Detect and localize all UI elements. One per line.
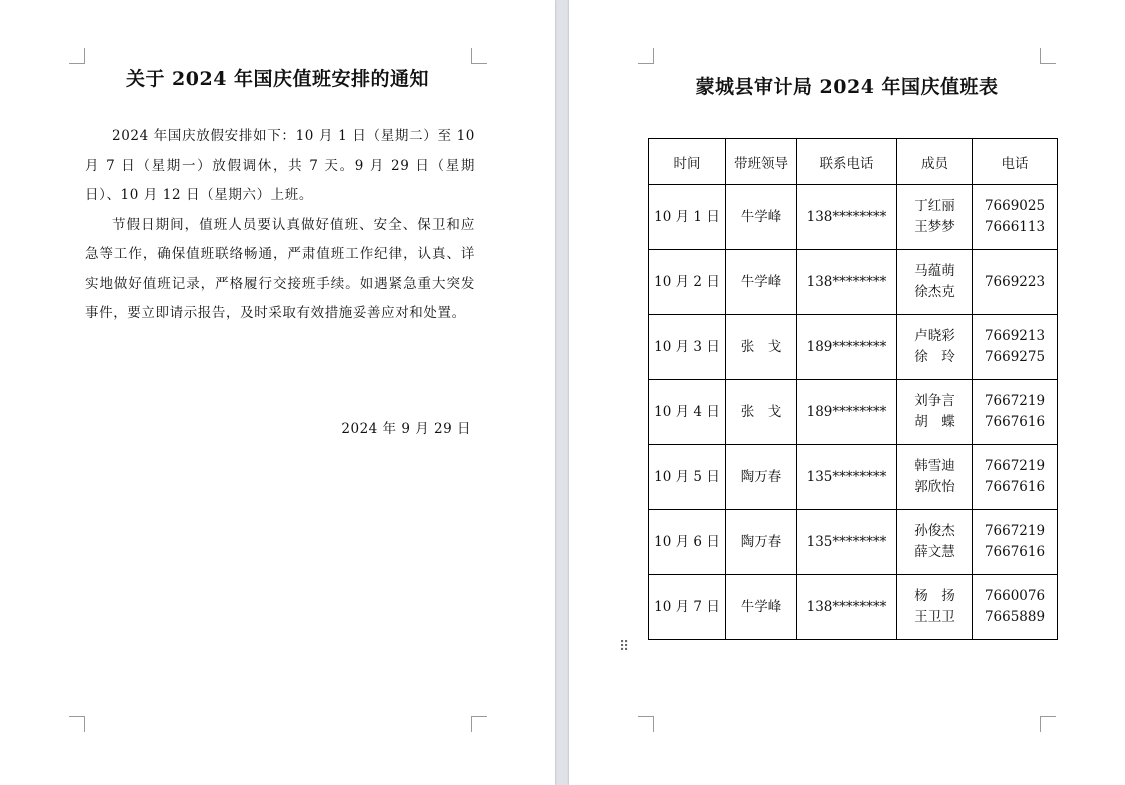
cell-contact-phone[interactable]: 138******** — [797, 250, 897, 315]
cell-leader[interactable]: 张 戈 — [726, 315, 797, 380]
telephone-number: 7667219 — [984, 523, 1046, 539]
cell-telephone[interactable] — [973, 185, 1058, 250]
telephone-number: 7667616 — [984, 544, 1046, 560]
roster-title: 蒙城县审计局 2024 年国庆值班表 — [695, 76, 999, 98]
cell-contact-phone[interactable]: 135******** — [797, 445, 897, 510]
cell-leader[interactable]: 张 戈 — [726, 380, 797, 445]
cell-leader[interactable]: 陶万春 — [726, 510, 797, 575]
telephone-number: 7667219 — [984, 458, 1046, 474]
notice-title: 关于 2024 年国庆值班安排的通知 — [125, 68, 430, 90]
page-notice — [0, 0, 555, 785]
cell-time[interactable]: 10 月 6 日 — [649, 510, 726, 575]
telephone-number: 7669213 — [984, 328, 1046, 344]
table-row — [649, 185, 1058, 250]
header-leader: 带班领导 — [726, 139, 797, 185]
member-name: 薛文慧 — [914, 544, 955, 560]
member-name: 马蕴萌 — [914, 263, 955, 279]
margin-mark-bottom-left — [69, 716, 85, 732]
cell-time[interactable]: 10 月 5 日 — [649, 445, 726, 510]
cell-leader[interactable]: 陶万春 — [726, 445, 797, 510]
cell-members[interactable] — [897, 185, 973, 250]
cell-telephone[interactable] — [973, 445, 1058, 510]
table-row — [649, 510, 1058, 575]
telephone-number: 7667616 — [984, 414, 1046, 430]
cell-time[interactable]: 10 月 4 日 — [649, 380, 726, 445]
table-row — [649, 380, 1058, 445]
cell-leader[interactable]: 牛学峰 — [726, 250, 797, 315]
cell-contact-phone[interactable]: 189******** — [797, 315, 897, 380]
cell-time[interactable]: 10 月 2 日 — [649, 250, 726, 315]
member-name: 王卫卫 — [914, 609, 955, 625]
member-name: 韩雪迪 — [914, 458, 955, 474]
member-name: 刘争言 — [914, 393, 955, 409]
page-duty-roster — [569, 0, 1125, 785]
drag-handle-icon[interactable]: ⠿ — [619, 639, 628, 655]
table-row — [649, 445, 1058, 510]
cell-leader[interactable]: 牛学峰 — [726, 575, 797, 640]
margin-mark-bottom-right — [471, 716, 487, 732]
member-name: 杨 扬 — [914, 588, 955, 604]
cell-time[interactable]: 10 月 1 日 — [649, 185, 726, 250]
cell-contact-phone[interactable]: 138******** — [797, 185, 897, 250]
header-members: 成员 — [897, 139, 973, 185]
table-row — [649, 315, 1058, 380]
cell-contact-phone[interactable]: 138******** — [797, 575, 897, 640]
cell-contact-phone[interactable]: 135******** — [797, 510, 897, 575]
margin-mark-top-left — [638, 48, 654, 64]
cell-contact-phone[interactable]: 189******** — [797, 380, 897, 445]
notice-paragraph: 2024 年国庆放假安排如下：10 月 1 日（星期二）至 10 月 7 日（星期一）放假调休，共 7 天。9 月 29 日（星期日）、10 月 12 日（星期六）上班。 — [85, 128, 475, 203]
telephone-number: 7660076 — [984, 588, 1046, 604]
cell-members[interactable] — [897, 250, 973, 315]
telephone-number: 7665889 — [984, 609, 1046, 625]
telephone-number: 7666113 — [984, 219, 1046, 235]
cell-telephone[interactable] — [973, 250, 1058, 315]
notice-body[interactable] — [85, 122, 475, 329]
cell-members[interactable] — [897, 380, 973, 445]
table-header-row — [649, 139, 1058, 185]
telephone-number: 7669025 — [984, 198, 1046, 214]
cell-time[interactable]: 10 月 3 日 — [649, 315, 726, 380]
header-telephone: 电话 — [973, 139, 1058, 185]
cell-members[interactable] — [897, 315, 973, 380]
cell-members[interactable] — [897, 575, 973, 640]
cell-time[interactable]: 10 月 7 日 — [649, 575, 726, 640]
margin-mark-top-right — [471, 48, 487, 64]
member-name: 孙俊杰 — [914, 523, 955, 539]
member-name: 卢晓彩 — [914, 328, 955, 344]
telephone-number: 7669275 — [984, 349, 1046, 365]
notice-date: 2024 年 9 月 29 日 — [341, 421, 471, 437]
table-row — [649, 575, 1058, 640]
member-name: 丁红丽 — [914, 198, 955, 214]
cell-telephone[interactable] — [973, 380, 1058, 445]
member-name: 郭欣怡 — [914, 479, 955, 495]
telephone-number: 7667616 — [984, 479, 1046, 495]
member-name: 王梦梦 — [914, 219, 955, 235]
member-name: 徐杰克 — [914, 284, 955, 300]
header-time: 时间 — [649, 139, 726, 185]
cell-members[interactable] — [897, 445, 973, 510]
notice-paragraph: 节假日期间，值班人员要认真做好值班、安全、保卫和应急等工作，确保值班联络畅通，严肃值班工作纪律，认真、详实地做好值班记录，严格履行交接班手续。如遇紧急重大突发事件，要立即请示报告，及时采取有效措施妥善应对和处置。 — [85, 216, 475, 321]
telephone-number: 7669223 — [984, 273, 1046, 290]
cell-telephone[interactable] — [973, 315, 1058, 380]
cell-members[interactable] — [897, 510, 973, 575]
duty-roster-table[interactable] — [648, 138, 1058, 640]
cell-leader[interactable]: 牛学峰 — [726, 185, 797, 250]
member-name: 徐 玲 — [914, 349, 955, 365]
margin-mark-bottom-right — [1040, 716, 1056, 732]
cell-telephone[interactable] — [973, 575, 1058, 640]
telephone-number: 7667219 — [984, 393, 1046, 409]
margin-mark-top-left — [69, 48, 85, 64]
header-contact-phone: 联系电话 — [797, 139, 897, 185]
margin-mark-bottom-left — [638, 716, 654, 732]
cell-telephone[interactable] — [973, 510, 1058, 575]
table-row — [649, 250, 1058, 315]
member-name: 胡 蝶 — [914, 414, 955, 430]
margin-mark-top-right — [1040, 48, 1056, 64]
